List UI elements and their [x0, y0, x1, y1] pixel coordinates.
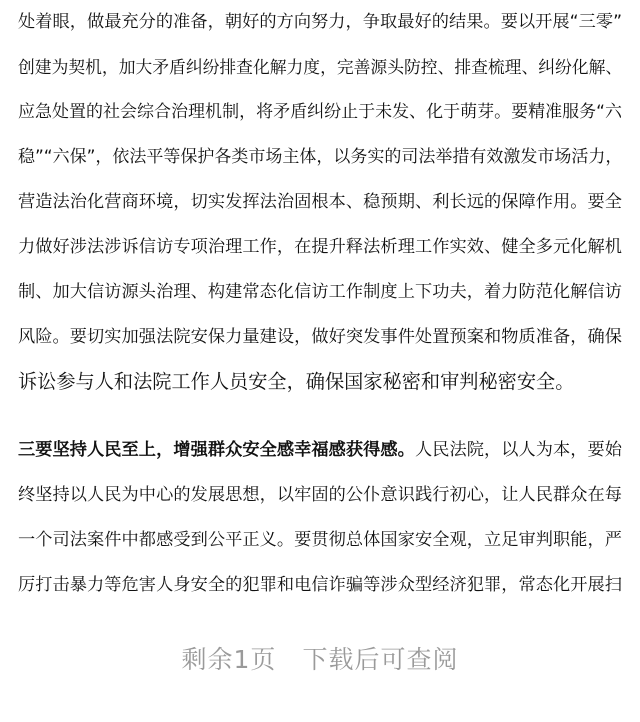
- paragraph-line: 营造法治化营商环境，切实发挥法治固根本、稳预期、利长远的保障作用。要全: [18, 192, 622, 212]
- section-first-line: [18, 438, 622, 462]
- paragraph-line: 厉打击暴力等危害人身安全的犯罪和电信诈骗等涉众型经济犯罪，常态化开展扫: [18, 575, 622, 595]
- download-to-view-text: 下载后可查阅: [302, 645, 459, 674]
- section-heading: 三要坚持人民至上，增强群众安全感幸福感获得感。: [18, 440, 415, 460]
- remaining-pages-text: 剩余1页: [181, 645, 277, 674]
- section-first-line-text: 人民法院，以人为本，要始: [414, 440, 622, 460]
- paragraph-line: 风险。要切实加强法院安保力量建设，做好突发事件处置预案和物质准备，确保: [18, 327, 622, 347]
- paragraph-line: 处着眼，做最充分的准备，朝好的方向努力，争取最好的结果。要以开展“三零”: [18, 12, 622, 32]
- paragraph-line: 应急处置的社会综合治理机制，将矛盾纠纷止于未发、化于萌芽。要精准服务“六: [18, 102, 622, 122]
- paragraph-line: 稳”“六保”，依法平等保护各类市场主体，以务实的司法举措有效激发市场活力，: [18, 147, 623, 167]
- paragraph-line: 力做好涉法涉诉信访专项治理工作，在提升释法析理工作实效、健全多元化解机: [18, 237, 622, 257]
- paragraph-line: 诉讼参与人和法院工作人员安全，确保国家秘密和审判秘密安全。: [18, 370, 575, 393]
- paragraph-line: 终坚持以人民为中心的发展思想，以牢固的公仆意识践行初心，让人民群众在每: [18, 485, 622, 505]
- paragraph-line: 一个司法案件中都感受到公平正义。要贯彻总体国家安全观，立足审判职能，严: [18, 530, 622, 550]
- download-prompt[interactable]: [0, 644, 640, 676]
- paragraph-line: 制、加大信访源头治理、构建常态化信访工作制度上下功夫，着力防范化解信访: [18, 282, 622, 302]
- paragraph-line: 创建为契机，加大矛盾纠纷排查化解力度，完善源头防控、排查梳理、纠纷化解、: [18, 57, 623, 77]
